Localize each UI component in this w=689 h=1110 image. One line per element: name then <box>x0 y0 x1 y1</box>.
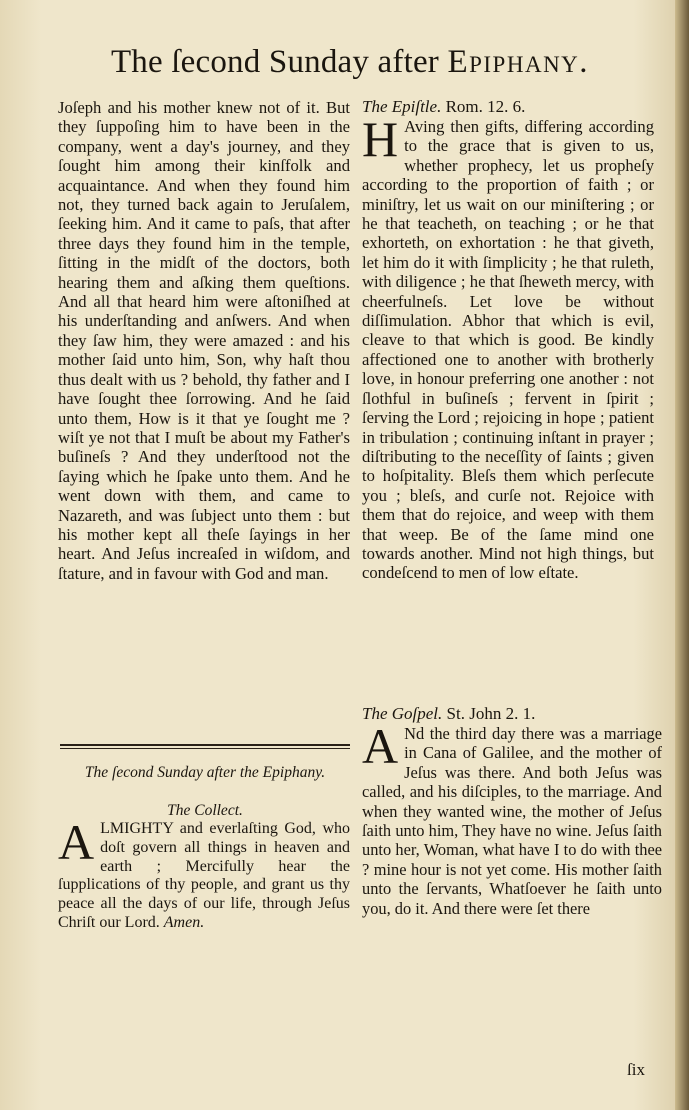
epistle-ref: Rom. 12. 6. <box>445 97 526 116</box>
catchword: ſix <box>627 1060 645 1079</box>
gospel-text: Nd the third day there was a marriage in Cana of Galilee, and the mother of Jeſus was there. And both Jeſus was called, and his diſciples, to the marriage. And when they wanted wine, the mother of Jeſus ſaith unto him, They have no wine. Jeſus ſaith unto her, Woman, what have I to do with thee ? mine hour is not yet come. His mother ſaith unto the ſervants, Whatſoever he ſaith unto you, do it. And there were ſet there <box>362 724 662 918</box>
sunday-title: The ſecond Sunday after the Epiphany. <box>84 764 326 781</box>
epistle-body <box>362 111 654 583</box>
gospel-dropcap: A <box>362 718 399 774</box>
collect-dropcap: A <box>58 814 95 870</box>
collect-amen: Amen. <box>163 913 205 931</box>
page-edge-shadow <box>675 0 689 1110</box>
page-header <box>40 44 660 81</box>
gospel-continuation-text: Joſeph and his mother knew not of it. But they ſuppoſing him to have been in the company, went a day's journey, and they ſought him among their kinſfolk and acquaintance. And when they found him not, they turned back again to Jeruſalem, ſeeking him. And it came to paſs, that after three days they found him in the temple, ſitting in the midſt of the doctors, both hearing them and aſking them queſtions. And all that heard him were aſtoniſhed at his underſtanding and anſwers. And when they ſaw him, they were amazed : and his mother ſaid unto him, Son, why haſt thou thus dealt with us ? behold, thy father and I have ſought thee ſorrowing. And he ſaid unto them, How is it that ye ſought me ? wiſt ye not that I muſt be about my Father's buſineſs ? And they underſtood not the ſaying which he ſpake unto them. And he went down with them, and came to Nazareth, and was ſubject unto them : but his mother kept all theſe ſayings in her heart. And Jeſus increaſed in wiſdom, and ſtature, and in favour with God and man. <box>58 98 350 583</box>
collect-heading: The Collect. <box>167 802 243 819</box>
header-title-caps: Epiphany. <box>447 44 590 80</box>
header-title-prefix: The ſecond Sunday after <box>110 44 448 80</box>
gospel-body <box>362 718 662 918</box>
epistle-label: The Epiſtle. <box>362 97 442 116</box>
collect-body <box>58 814 350 933</box>
collect-text: LMIGHTY and everlaſting God, who doſt govern all things in heaven and earth ; Mercifully hear the ſupplications of thy people, and grant us thy peace all the days of our life, through Jeſus Chriſt our Lord. <box>58 820 350 931</box>
gospel-label: The Goſpel. <box>362 704 443 723</box>
left-column <box>58 98 350 583</box>
gospel-heading <box>362 704 662 724</box>
section-divider-rule <box>60 744 350 749</box>
epistle-dropcap: H <box>362 111 399 167</box>
epistle-text: Aving then gifts, differing according to the grace that is given to us, whether prophecy, let us propheſy according to the proportion of faith ; or miniſtry, let us wait on our miniſtering ; or he that teacheth, on teaching ; or he that exhorteth, on exhortation : he that giveth, let him do it with ſimplicity ; he that ruleth, with diligence ; he that ſheweth mercy, with cheerfulneſs. Let love be without diſſimulation. Abhor that which is evil, cleave to that which is good. Be kindly affectioned one to another with brotherly love, in honour preferring one another : not ſlothful in buſineſs ; fervent in ſpirit ; ſerving the Lord ; rejoicing in hope ; patient in tribulation ; continuing inſtant in prayer ; diſtributing to the neceſſity of ſaints ; given to hoſpitality. Bleſs them which perſecute you ; bleſs, and curſe not. Rejoice with them that do rejoice, and weep with them that weep. Be of the ſame mind one towards another. Mind not high things, but condeſcend to men of low eſtate. <box>362 117 654 583</box>
right-column-gospel <box>362 704 662 918</box>
right-column-epistle <box>362 97 654 583</box>
epistle-heading <box>362 97 654 117</box>
gospel-ref: St. John 2. 1. <box>446 704 536 723</box>
